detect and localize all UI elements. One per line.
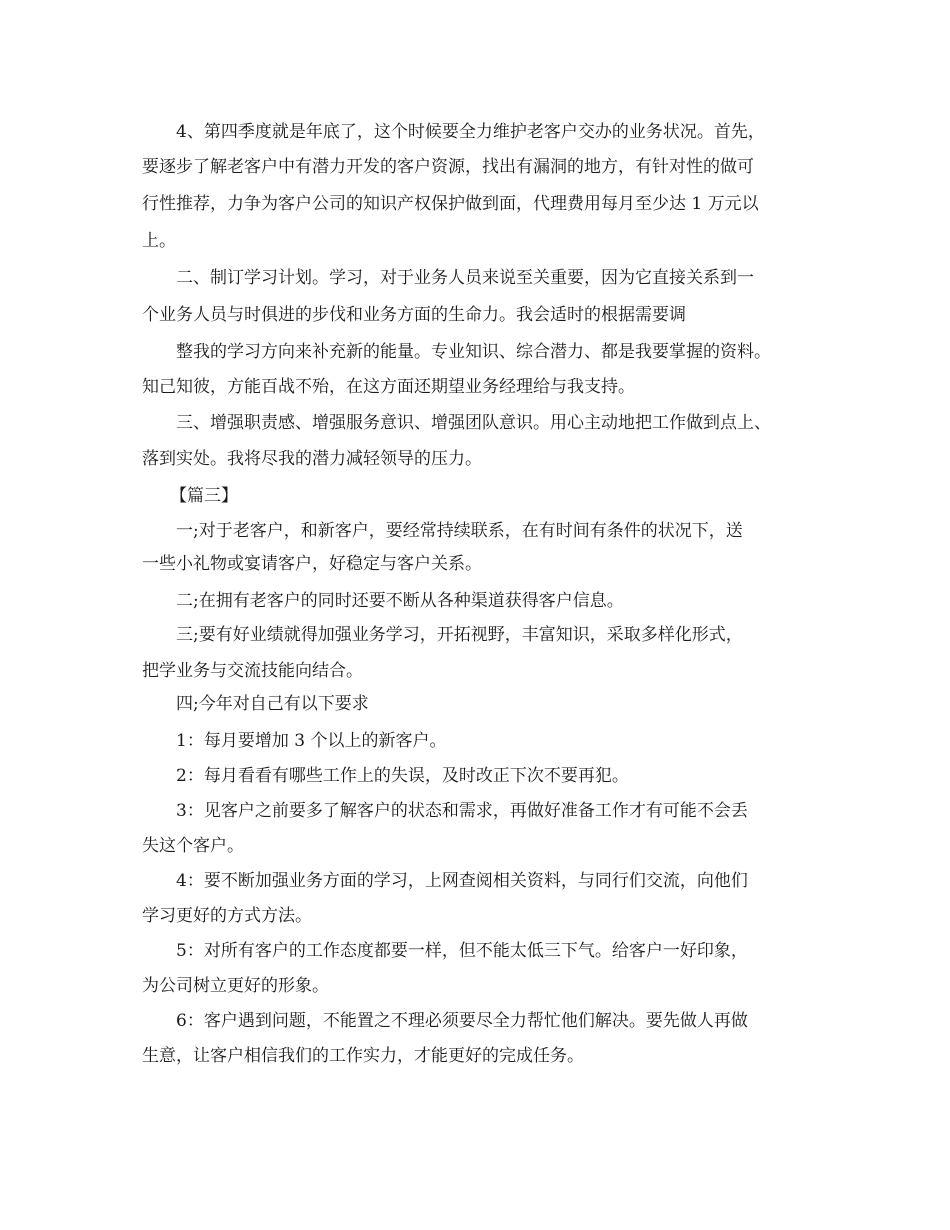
text-line: 行性推荐，力争为客户公司的知识产权保护做到面，代理费用每月至少达 1 万元以 [142,194,759,214]
text-line: 4：要不断加强业务方面的学习，上网查阅相关资料，与同行们交流，向他们 [176,871,748,891]
text-line: 四;今年对自己有以下要求 [176,694,369,714]
text-line: 生意，让客户相信我们的工作实力，才能更好的完成任务。 [142,1046,584,1066]
text-line: 6：客户遇到问题，不能置之不理必须要尽全力帮忙他们解决。要先做人再做 [176,1011,748,1031]
text-line: 1：每月要增加 3 个以上的新客户。 [176,731,447,751]
text-line: 个业务人员与时俱进的步伐和业务方面的生命力。我会适时的根据需要调 [142,305,686,325]
text-line: 学习更好的方式方法。 [142,906,312,926]
text-line: 知己知彼，方能百战不殆，在这方面还期望业务经理给与我支持。 [142,377,635,397]
text-line: 一些小礼物或宴请客户，好稳定与客户关系。 [142,554,482,574]
text-line: 为公司树立更好的形象。 [142,976,329,996]
text-line: 要逐步了解老客户中有潜力开发的客户资源，找出有漏洞的地方，有针对性的做可 [142,157,754,177]
text-line: 4、第四季度就是年底了，这个时候要全力维护老客户交办的业务状况。首先， [176,122,765,142]
text-line: 5：对所有客户的工作态度都要一样，但不能太低三下气。给客户一好印象， [176,941,748,961]
text-line: 二;在拥有老客户的同时还要不断从各种渠道获得客户信息。 [176,591,624,611]
text-line: 一;对于老客户，和新客户，要经常持续联系，在有时间有条件的状况下，送 [176,521,743,541]
text-line: 整我的学习方向来补充新的能量。专业知识、综合潜力、都是我要掌握的资料。 [176,342,771,362]
section-heading: 【篇三】 [170,486,238,506]
text-line: 3：见客户之前要多了解客户的状态和需求，再做好准备工作才有可能不会丢 [176,801,748,821]
text-line: 上。 [142,231,176,251]
text-line: 三;要有好业绩就得加强业务学习，开拓视野，丰富知识，采取多样化形式， [176,625,743,645]
text-line: 二、制订学习计划。学习，对于业务人员来说至关重要，因为它直接关系到一 [176,268,754,288]
text-line: 2：每月看看有哪些工作上的失误，及时改正下次不要再犯。 [176,766,629,786]
text-line: 把学业务与交流技能向结合。 [142,661,363,681]
text-line: 三、增强职责感、增强服务意识、增强团队意识。用心主动地把工作做到点上、 [176,413,771,433]
text-line: 落到实处。我将尽我的潜力减轻领导的压力。 [142,449,482,469]
text-line: 失这个客户。 [142,836,244,856]
